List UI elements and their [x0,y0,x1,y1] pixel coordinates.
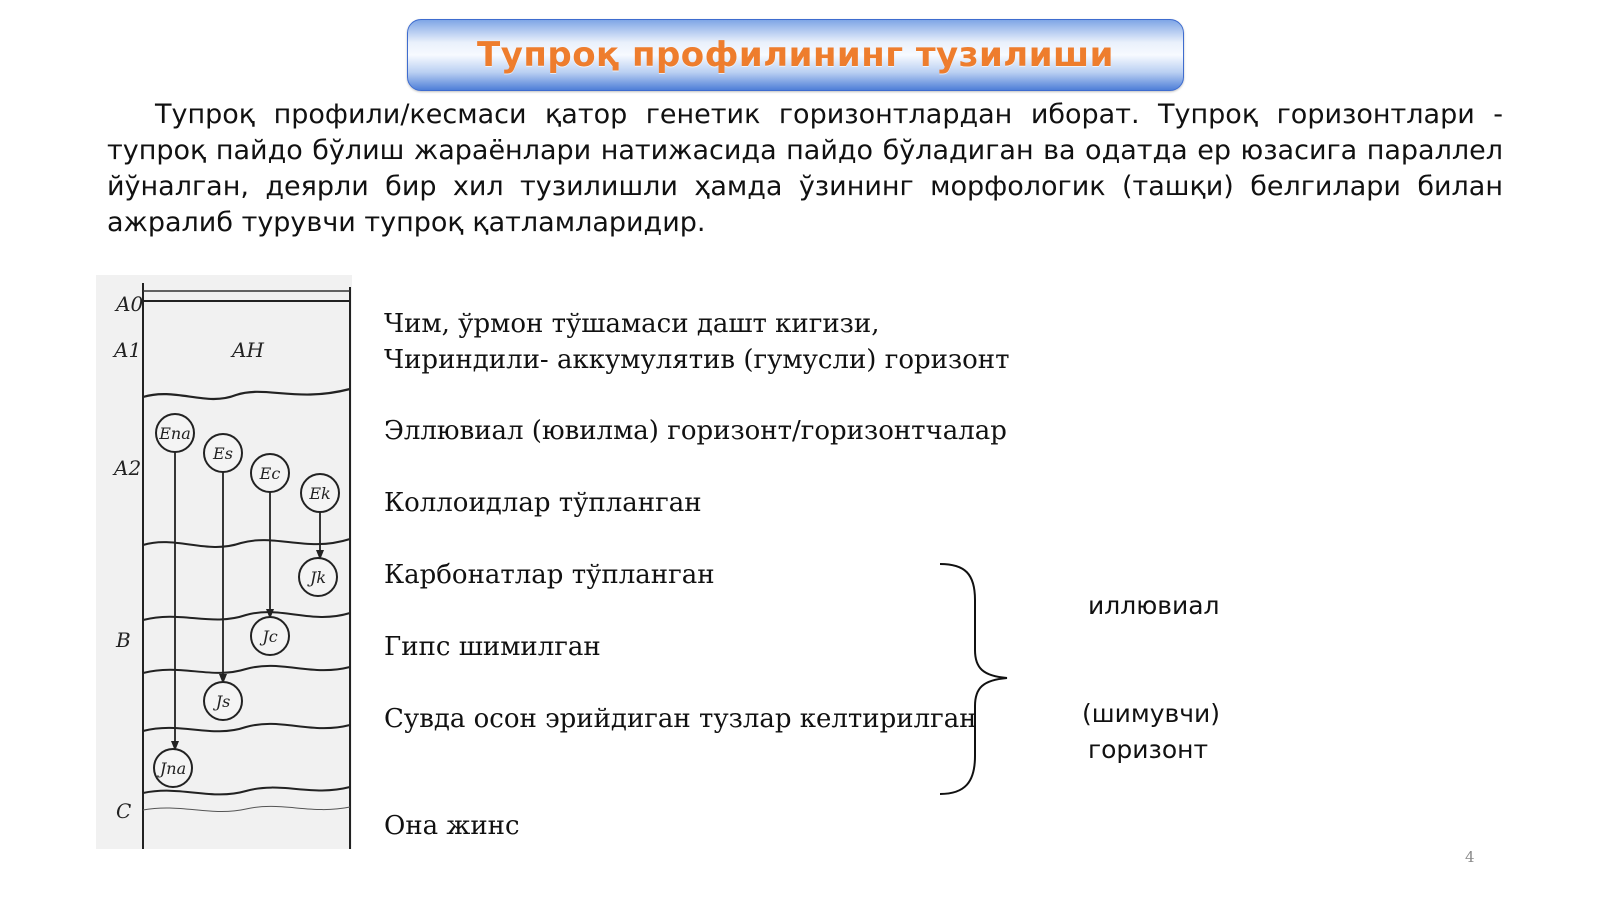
label-humus: Чириндили- аккумулятив (гумусли) горизонт [384,345,1010,375]
illuvial-circle-na [154,749,192,787]
boundary-b2-b3 [143,666,350,673]
label-salts: Сувда осон эрийдиган тузлар келтирилган [384,704,977,734]
boundary-b1-b2 [143,612,350,620]
side-label-a2: A2 [114,456,142,480]
illuvial-circle-c [251,617,289,655]
boundary-b3-b4 [143,724,350,731]
boundary-c-fine [143,806,350,811]
boundary-a1-a2 [143,389,350,399]
bracket-label-absorbing: (шимувчи) [1082,699,1221,728]
label-eluvial: Эллювиал (ювилма) горизонт/горизонтчалар [384,416,1007,446]
svg-text:Ec: Ec [259,464,281,483]
side-label-a1: A1 [114,338,142,362]
eluvial-circle-c [251,454,289,492]
label-litter: Чим, ўрмон тўшамаси дашт кигизи, [384,309,880,339]
label-gypsum: Гипс шимилган [384,632,601,662]
soil-profile-svg [96,275,352,849]
boundary-b-c [143,787,350,794]
svg-text:Ena: Ena [159,424,191,443]
page-number: 4 [1465,848,1475,866]
boundary-a2-b1 [143,539,350,547]
illuvial-circle-s [204,682,242,720]
intro-paragraph: Тупроқ профили/кесмаси қатор генетик горизонтлардан иборат. Тупроқ горизонтлари - тупроқ пайдо бўлиш жараёнлари натижасида пайдо бўладиган ва одатда ер юзасига параллел йўналган, деярли бир хил тузилишли ҳамда ўзининг морфологик (ташқи) белгилари билан ажралиб турувчи тупроқ қатламларидир. [107,99,1503,238]
label-parent-rock: Она жинс [384,811,520,841]
side-label-b: B [116,628,131,652]
eluvial-circle-s [204,434,242,472]
svg-text:Ek: Ek [309,484,331,503]
svg-text:Jc: Jc [262,627,278,646]
title-banner [407,19,1184,91]
svg-text:Jna: Jna [159,759,187,778]
svg-text:Es: Es [213,444,233,463]
eluvial-circle-na [156,414,194,452]
illuvial-brace [935,560,1015,800]
soil-profile-diagram [96,275,352,849]
side-label-c: C [116,799,132,823]
label-carbonates: Карбонатлар тўпланган [384,560,715,590]
side-label-a0: A0 [116,292,144,316]
illuvial-circle-k [299,558,337,596]
svg-text:Jk: Jk [309,568,327,587]
label-colloids: Коллоидлар тўпланган [384,488,702,518]
slide-title: Тупроқ профилининг тузилиши [477,35,1114,75]
svg-text:Js: Js [215,692,231,711]
bracket-label-illuvial: иллювиал [1088,591,1220,620]
eluvial-circle-k [301,474,339,512]
humus-label: AH [232,338,264,362]
bracket-label-horizon: горизонт [1088,735,1209,764]
